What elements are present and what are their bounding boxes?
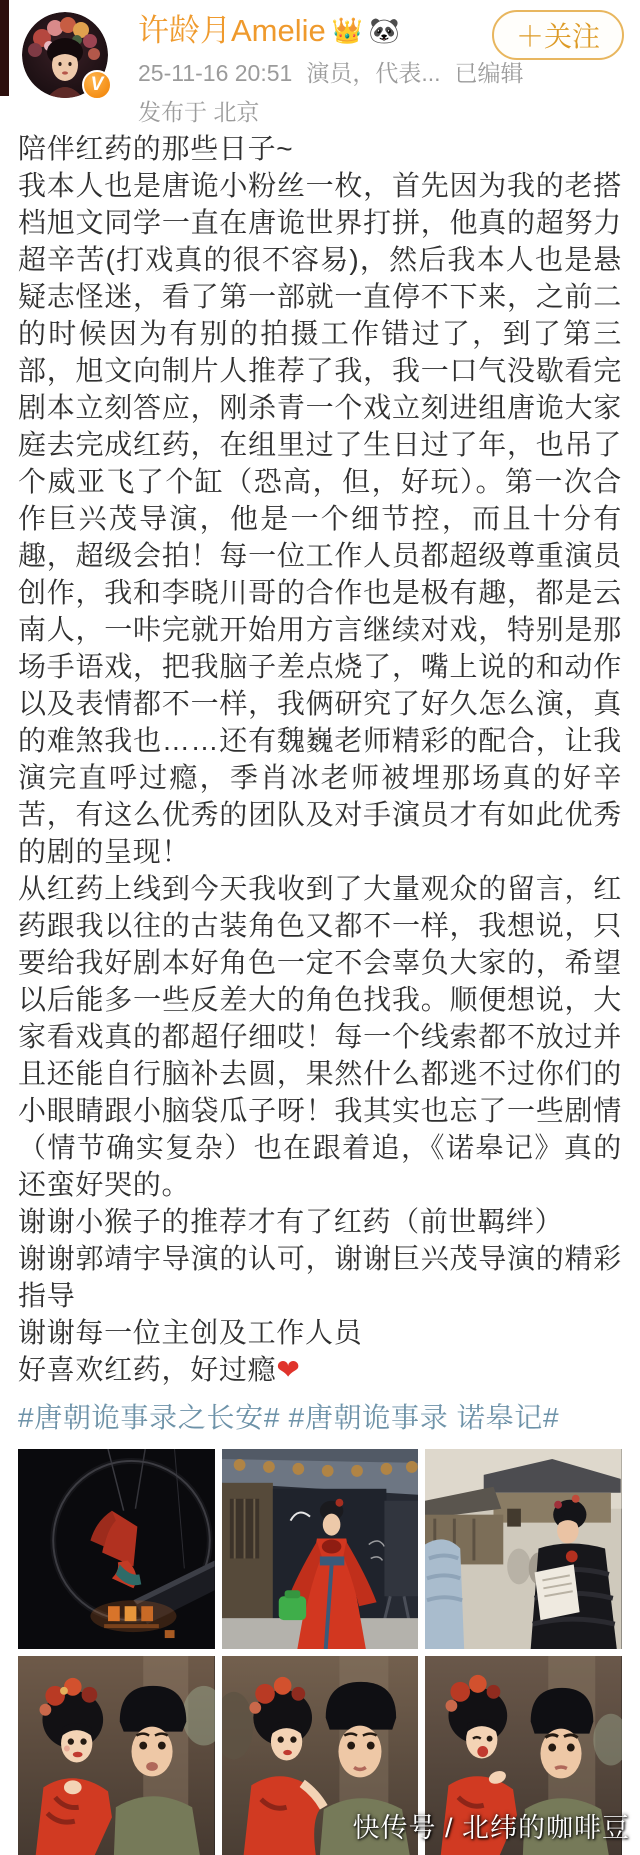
- profile-desc: 演员，代表...: [306, 60, 441, 86]
- site-watermark: 快传号 / 北纬的咖啡豆: [352, 1813, 630, 1843]
- post-paragraph: 谢谢小猴子的推荐才有了红药（前世羁绊）: [18, 1206, 564, 1237]
- photo-grid: [0, 1449, 640, 1855]
- username[interactable]: 许龄月Amelie: [138, 13, 326, 48]
- hashtag-links[interactable]: #唐朝诡事录之长安# #唐朝诡事录 诺皋记#: [18, 1402, 560, 1433]
- crown-vip-icon: 👑: [331, 16, 363, 45]
- post-paragraph: 从红药上线到今天我收到了大量观众的留言，红药跟我以往的古装角色又都不一样，我想说，只要给我好剧本好角色一定不会辜负大家的，希望以后能多一些反差大的角色找我。顺便想说，大家看戏真的都超仔细哎！每一个线索都不放过并且还能自行脑补去圆，果然什么都逃不过你们的小眼睛跟小脑袋瓜子呀！我其实也忘了一些剧情（情节确实复杂）也在跟着追，《诺皋记》真的还蛮好哭的。: [18, 873, 622, 1200]
- post-paragraph: 谢谢每一位主创及工作人员: [18, 1317, 363, 1348]
- post-header: [0, 0, 640, 125]
- post-body: [0, 130, 640, 1388]
- post-paragraph: 陪伴红药的那些日子~: [18, 133, 294, 164]
- verified-badge: V: [82, 70, 112, 100]
- post-paragraph: 我本人也是唐诡小粉丝一枚，首先因为我的老搭档旭文同学一直在唐诡世界打拼，他真的超努力超辛苦(打戏真的很不容易)，然后我本人也是悬疑志怪迷，看了第一部就一直停不下来，之前二的时候因为有别的拍摄工作错过了，到了第三部，旭文向制片人推荐了我，我一口气没歇看完剧本立刻答应，刚杀青一个戏立刻进组唐诡大家庭去完成红药，在组里过了生日过了年，也吊了个威亚飞了个缸（恐高，但，好玩）。第一次合作巨兴茂导演，他是一个细节控，而且十分有趣，超级会拍！每一位工作人员都超级尊重演员创作，我和李晓川哥的合作也是极有趣，都是云南人，一咔完就开始用方言继续对戏，特别是那场手语戏，把我脑子差点烧了，嘴上说的和动作以及表情都不一样，我俩研究了好久怎么演，真的难煞我也……还有魏巍老师精彩的配合，让我演完直呼过瘾，季肖冰老师被埋那场真的好辛苦，有这么优秀的团队及对手演员才有如此优秀的剧的呈现！: [18, 170, 622, 867]
- timestamp: 25-11-16 20:51: [138, 60, 293, 86]
- photo-selfie-1[interactable]: [18, 1656, 215, 1855]
- photo-night-aerial[interactable]: [18, 1449, 215, 1649]
- photo-reading-script[interactable]: [425, 1449, 622, 1649]
- avatar[interactable]: [22, 12, 108, 98]
- red-heart-icon: ❤: [276, 1354, 301, 1385]
- edited-label: 已编辑: [454, 60, 524, 86]
- post-location: 发布于 北京: [138, 99, 260, 125]
- photo-red-costume-set[interactable]: [222, 1449, 419, 1649]
- follow-button[interactable]: ＋关注: [492, 10, 624, 60]
- post-paragraph: 谢谢郭靖宇导演的认可，谢谢巨兴茂导演的精彩指导: [18, 1243, 622, 1311]
- post-paragraph: 好喜欢红药，好过瘾❤: [18, 1354, 301, 1385]
- panda-icon: 🐼: [368, 16, 401, 45]
